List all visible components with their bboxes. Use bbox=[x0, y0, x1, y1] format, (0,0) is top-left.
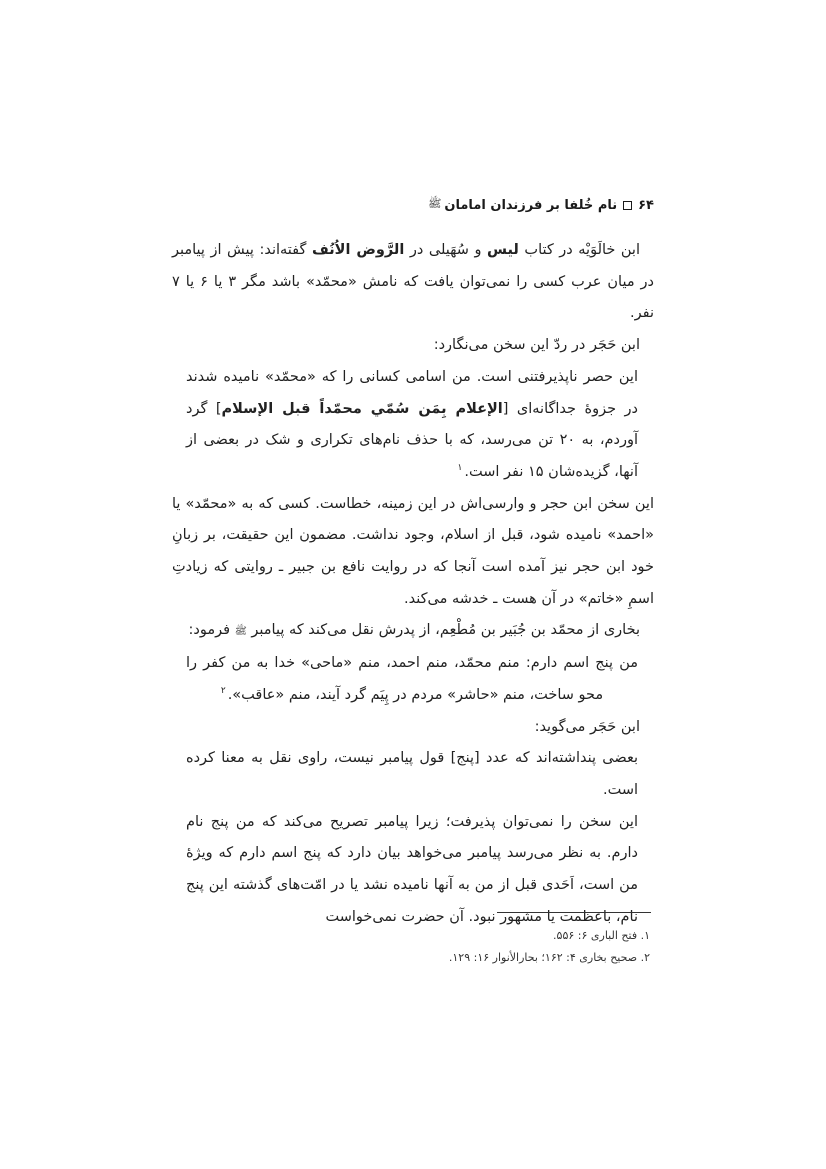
paragraph: ابن حَجَر می‌گوید: bbox=[534, 718, 640, 735]
text-run: فرمود: bbox=[188, 622, 235, 639]
footnote-item: ۲. صحیح بخاری ۴: ۱۶۲؛ بحارالأنوار ۱۶: ۱۲۹. bbox=[448, 951, 650, 964]
paragraph bbox=[172, 235, 654, 330]
main-text bbox=[172, 235, 654, 933]
text-run: من پنج اسم دارم: منم محمّد، منم احمد، منم «ماحی» خدا به من کفر را محو ساخت، منم «حاشر» مردم در پِیَم گرد آیند، منم «عاقب». bbox=[186, 655, 638, 703]
paragraph: این سخن را نمی‌توان پذیرفت؛ زیرا پیامبر تصریح می‌کند که من پنج نام دارم. به نظر می‌رسد پیامبر می‌خواهد بیان دارد که پنج اسم دارم که ویژهٔ من است، اَحَدی قبل از من به آنها نامیده نشد یا در امّت‌های گذشته این پنج نام، باعظمت یا مشهور نبود. آن حضرت نمی‌خواست bbox=[186, 813, 638, 925]
block-quote bbox=[172, 648, 654, 711]
footnote-marker: ۱ bbox=[457, 463, 463, 474]
text-run: ] گرد آوردم، به ۲۰ تن می‌رسد، که با حذف نام‌های تکراری و شک در بعضی از آنها، گزیده‌شان ۱۵ نفر است. bbox=[186, 400, 638, 480]
block-quote: بعضی پنداشته‌اند که عدد [پنج] قول پیامبر نیست، راوی نقل به معنا کرده است. bbox=[186, 750, 638, 798]
text-run: گفته‌اند: پیش از پیامبر در میان عرب کسی را نمی‌توان یافت که نامش «محمّد» باشد مگر ۳ یا ۶ یا ۷ نفر. bbox=[172, 242, 655, 322]
footnote-marker: ۲ bbox=[220, 686, 226, 697]
footnote-item: ۱. فتح الباری ۶: ۵۵۶. bbox=[553, 929, 650, 942]
page-number: ۶۴ bbox=[638, 197, 654, 213]
block-quote bbox=[172, 362, 654, 489]
text-run: این حصر ناپذیرفتنی است. من اسامی کسانی را که «محمّد» نامیده شدند در جزوهٔ جداگانه‌ای [ bbox=[186, 368, 638, 417]
honorific-glyph: ﷺ bbox=[428, 197, 442, 210]
running-title: نام خُلفا بر فرزندان امامان bbox=[444, 197, 618, 213]
paragraph: ابن حَجَر در ردّ این سخن می‌نگارد: bbox=[433, 337, 640, 354]
footnote-divider bbox=[497, 912, 651, 913]
text-run: ابن خالَوَیْه در کتاب bbox=[518, 242, 640, 258]
book-title: الرَّوض الاُنُف bbox=[311, 242, 405, 258]
text-run: بخاری از محمّد بن جُبَیر بن مُطْعِم، از پدرش نقل می‌کند که پیامبر bbox=[246, 622, 640, 639]
book-title: الإعلام بِمَن سُمّي محمّداً قبل الإسلام bbox=[221, 400, 503, 417]
book-title: لیس bbox=[487, 242, 519, 258]
running-header bbox=[428, 193, 654, 217]
paragraph: این سخن ابن حجر و وارسی‌اش در این زمینه، خطاست. کسی که به «محمّد» یا «احمد» نامیده شود، قبل از اسلام، وجود نداشت. مضمون این حقیقت، بر زبانِ خود ابن حجر نیز آمده است آنجا که در روایت نافع بن جبیر ـ روایتی که زیادتِ اسمِ «خاتم» در آن هست ـ خدشه می‌کند. bbox=[172, 495, 654, 607]
honorific-glyph: ﷺ bbox=[234, 626, 247, 638]
paragraph bbox=[172, 615, 654, 648]
text-run: و سُهَیلی در bbox=[404, 242, 488, 258]
footnotes bbox=[172, 925, 650, 969]
square-bullet-icon bbox=[623, 201, 632, 210]
